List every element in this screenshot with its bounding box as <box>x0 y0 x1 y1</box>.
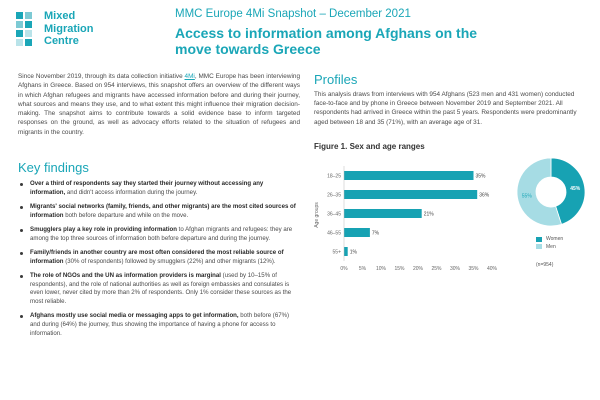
legend-label: Men <box>546 243 556 250</box>
intro-paragraph <box>18 72 300 137</box>
key-finding-bold: Over a third of respondents say they started their journey without accessing any information, <box>30 180 264 196</box>
bar <box>344 228 370 237</box>
x-tick-label: 5% <box>358 266 367 272</box>
legend-item-women <box>536 236 563 242</box>
key-finding-item <box>18 249 300 266</box>
logo-line: Centre <box>44 35 79 47</box>
intro-link-4mi[interactable]: 4Mi <box>184 73 195 80</box>
x-tick-label: 25% <box>431 266 442 272</box>
x-tick-label: 20% <box>412 266 424 272</box>
intro-text-end: , MMC Europe has been interviewing Afghans in Greece. Based on 954 interviews, this snapshot offers an overview of the different ways in which Afghan refugees and migrants have accessed information before and during their journey, what sources and means they use, and to what extent this might influence their migration decision-making. The snapshot aims to contribute towards a solid evidence base to inform targeted responses on the ground, as well as advocacy efforts related to the situation of refugees and migrants in the country. <box>18 73 300 136</box>
page-title: Access to information among Afghans on the move towards Greece <box>175 25 478 57</box>
legend-label: Women <box>546 236 564 242</box>
key-finding-item <box>18 312 300 338</box>
bar-value-label: 7% <box>371 230 380 237</box>
mmc-logo-icon <box>14 10 40 48</box>
snapshot-label: MMC Europe 4Mi Snapshot – December 2021 <box>175 8 411 20</box>
category-label: 46–55 <box>327 230 341 237</box>
bar <box>344 190 477 199</box>
bar-value-label: 36% <box>479 192 490 199</box>
category-label: 36–45 <box>327 211 341 218</box>
bar <box>344 171 474 180</box>
key-finding-bold: Smugglers play a key role in providing information <box>30 226 177 233</box>
logo-line: Mixed <box>44 10 76 22</box>
profiles-title: Profiles <box>314 72 358 87</box>
key-finding-item <box>18 226 300 243</box>
x-tick-label: 15% <box>394 266 405 272</box>
y-axis-label: Age groups <box>314 202 320 228</box>
figure-title: Figure 1. Sex and age ranges <box>314 142 425 151</box>
legend-swatch-women <box>536 237 542 242</box>
profiles-text: This analysis draws from interviews with 954 Afghans (523 men and 431 women) conducted face-to-face and by phone in Greece between November 2019 and September 2021. All respondents had arrived in Greece within the past 5 years. Respondents were predominantly aged between 18 and 35 (71%), with an average age of 31. <box>314 91 577 126</box>
x-tick-label: 10% <box>375 266 387 272</box>
document-header <box>0 0 600 70</box>
key-finding-item <box>18 180 300 197</box>
x-tick-label: 0% <box>340 266 348 272</box>
pie-slice-label: 55% <box>521 193 532 200</box>
legend-item-men <box>536 244 563 250</box>
key-finding-bold: Migrants' social networks (family, friends, and other migrants) are the most cited sources of information <box>30 203 296 219</box>
legend-swatch-men <box>536 244 542 249</box>
key-finding-text: both before (67%) and during (64%) the journey, thus showing the importance of having a phone for access to information. <box>30 312 290 337</box>
bar-value-label: 21% <box>423 211 434 218</box>
sample-size-note: (n=954) <box>536 262 554 268</box>
bar <box>344 209 422 218</box>
key-finding-item <box>18 272 300 307</box>
key-finding-text: and didn't access information during the journey. <box>65 188 198 196</box>
pie-legend <box>536 236 563 251</box>
age-bar-chart <box>312 160 502 278</box>
mmc-logo <box>14 10 124 50</box>
key-finding-bold: Afghans mostly use social media or messaging apps to get information, <box>30 312 239 320</box>
x-tick-label: 40% <box>486 266 498 272</box>
bar-value-label: 1% <box>349 249 357 256</box>
key-findings-list <box>18 180 300 344</box>
key-finding-bold: The role of NGOs and the UN as information providers is marginal <box>30 272 221 279</box>
key-finding-text: to Afghan migrants and refugees: they are among the top three sources of information both before departure and during the journey. <box>30 226 293 242</box>
key-finding-item <box>18 203 300 220</box>
intro-text-start: Since November 2019, through its data collection initiative <box>18 73 185 80</box>
x-tick-label: 35% <box>468 266 479 272</box>
category-label: 18–25 <box>327 173 341 180</box>
key-findings-title: Key findings <box>18 160 89 175</box>
bar-value-label: 35% <box>475 173 486 180</box>
logo-text <box>44 10 94 48</box>
key-finding-text: (30% of respondents) followed by smugglers (22%) and other migrants (12%). <box>63 257 276 265</box>
bar <box>344 247 348 256</box>
key-finding-text: (used by 10–15% of respondents), and the role of national authorities as well as foreign embassies and consulates is even lower, never cited by more than 2% of respondents. Only 1% consider these sources as the most reliable. <box>30 272 292 306</box>
category-label: 55+ <box>332 249 341 256</box>
x-tick-label: 30% <box>449 266 461 272</box>
key-finding-text: both before departure and while on the move. <box>63 211 189 219</box>
logo-line: Migration <box>44 22 94 35</box>
pie-slice-label: 45% <box>570 185 581 192</box>
category-label: 26–35 <box>327 192 341 199</box>
key-finding-bold: Family/friends in another country are most often considered the most reliable source of information <box>30 249 284 265</box>
